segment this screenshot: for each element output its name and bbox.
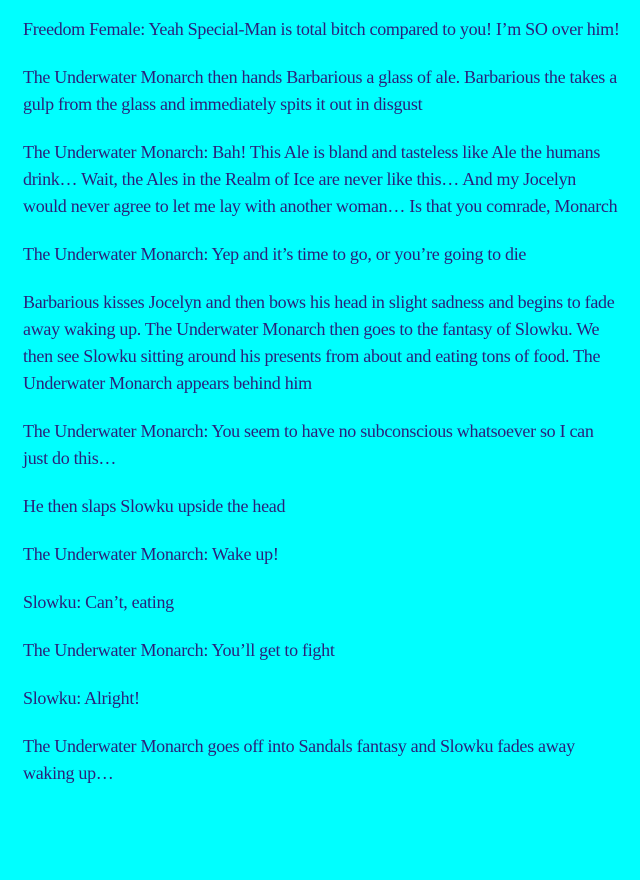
paragraph-4: The Underwater Monarch: Yep and it’s time to go, or you’re going to die xyxy=(23,244,527,264)
paragraph-11: Slowku: Alright! xyxy=(23,688,140,708)
paragraph-5: Barbarious kisses Jocelyn and then bows his head in slight sadness and begins to fade away waking up. The Underwater Monarch then goes to the fantasy of Slowku. We then see Slowku sitting around his presents from about and eating tons of food. The Underwater Monarch appears behind him xyxy=(23,292,615,393)
paragraph-6: The Underwater Monarch: You seem to have no subconscious whatsoever so I can just do this… xyxy=(23,421,594,468)
paragraph-1: Freedom Female: Yeah Special-Man is total bitch compared to you! I’m SO over him! xyxy=(23,19,620,39)
paragraph-2: The Underwater Monarch then hands Barbarious a glass of ale. Barbarious the takes a gulp from the glass and immediately spits it out in disgust xyxy=(23,67,617,114)
paragraph-9: Slowku: Can’t, eating xyxy=(23,592,174,612)
paragraph-7: He then slaps Slowku upside the head xyxy=(23,496,286,516)
paragraph-12: The Underwater Monarch goes off into Sandals fantasy and Slowku fades away waking up… xyxy=(23,736,575,783)
paragraph-3: The Underwater Monarch: Bah! This Ale is bland and tasteless like Ale the humans drink… Wait, the Ales in the Realm of Ice are never like this… And my Jocelyn would never agree to let me lay with another woman… Is that you comrade, Monarch xyxy=(23,142,618,216)
paragraph-10: The Underwater Monarch: You’ll get to fight xyxy=(23,640,335,660)
paragraph-8: The Underwater Monarch: Wake up! xyxy=(23,544,279,564)
